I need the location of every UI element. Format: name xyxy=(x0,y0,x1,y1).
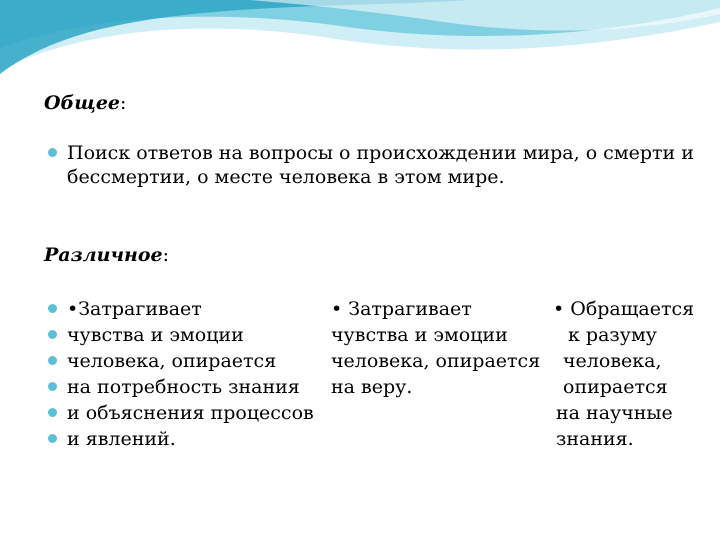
bullet-icon xyxy=(48,382,57,391)
bullet-icon xyxy=(48,148,57,157)
col1-line-5: и объяснения процессов xyxy=(67,402,314,424)
different-heading: Различное xyxy=(44,244,163,266)
col3-line-6: знания. xyxy=(556,428,634,450)
common-line-1: Поиск ответов на вопросы о происхождении мира, о смерти и xyxy=(67,142,694,164)
col1-line-3: человека, опирается xyxy=(67,350,277,372)
col2-line-4: на веру. xyxy=(331,376,413,398)
wave-decoration xyxy=(0,0,720,90)
col2-line-3: человека, опирается xyxy=(331,350,541,372)
different-heading-line xyxy=(44,242,169,268)
bullet-icon xyxy=(48,434,57,443)
col2-line-2: чувства и эмоции xyxy=(331,324,508,346)
different-heading-colon: : xyxy=(162,244,170,266)
col3-line-4: опирается xyxy=(563,376,668,398)
col1-line-2: чувства и эмоции xyxy=(67,324,244,346)
col3-line-5: на научные xyxy=(556,402,673,424)
common-line-2: бессмертии, о месте человека в этом мире. xyxy=(67,166,505,188)
col2-line-1: • Затрагивает xyxy=(331,298,472,320)
col3-line-1: • Обращается xyxy=(553,298,695,320)
col3-line-3: человека, xyxy=(563,350,662,372)
col3-line-2: к разуму xyxy=(568,324,657,346)
col1-line-1: •Затрагивает xyxy=(67,298,202,320)
common-heading-colon: : xyxy=(120,92,127,114)
bullet-icon xyxy=(48,356,57,365)
col1-line-4: на потребность знания xyxy=(67,376,300,398)
bullet-icon xyxy=(48,330,57,339)
common-heading: Общее xyxy=(44,92,120,114)
bullet-icon xyxy=(48,304,57,313)
bullet-icon xyxy=(48,408,57,417)
common-heading-line xyxy=(44,90,126,116)
col1-line-6: и явлений. xyxy=(67,428,176,450)
